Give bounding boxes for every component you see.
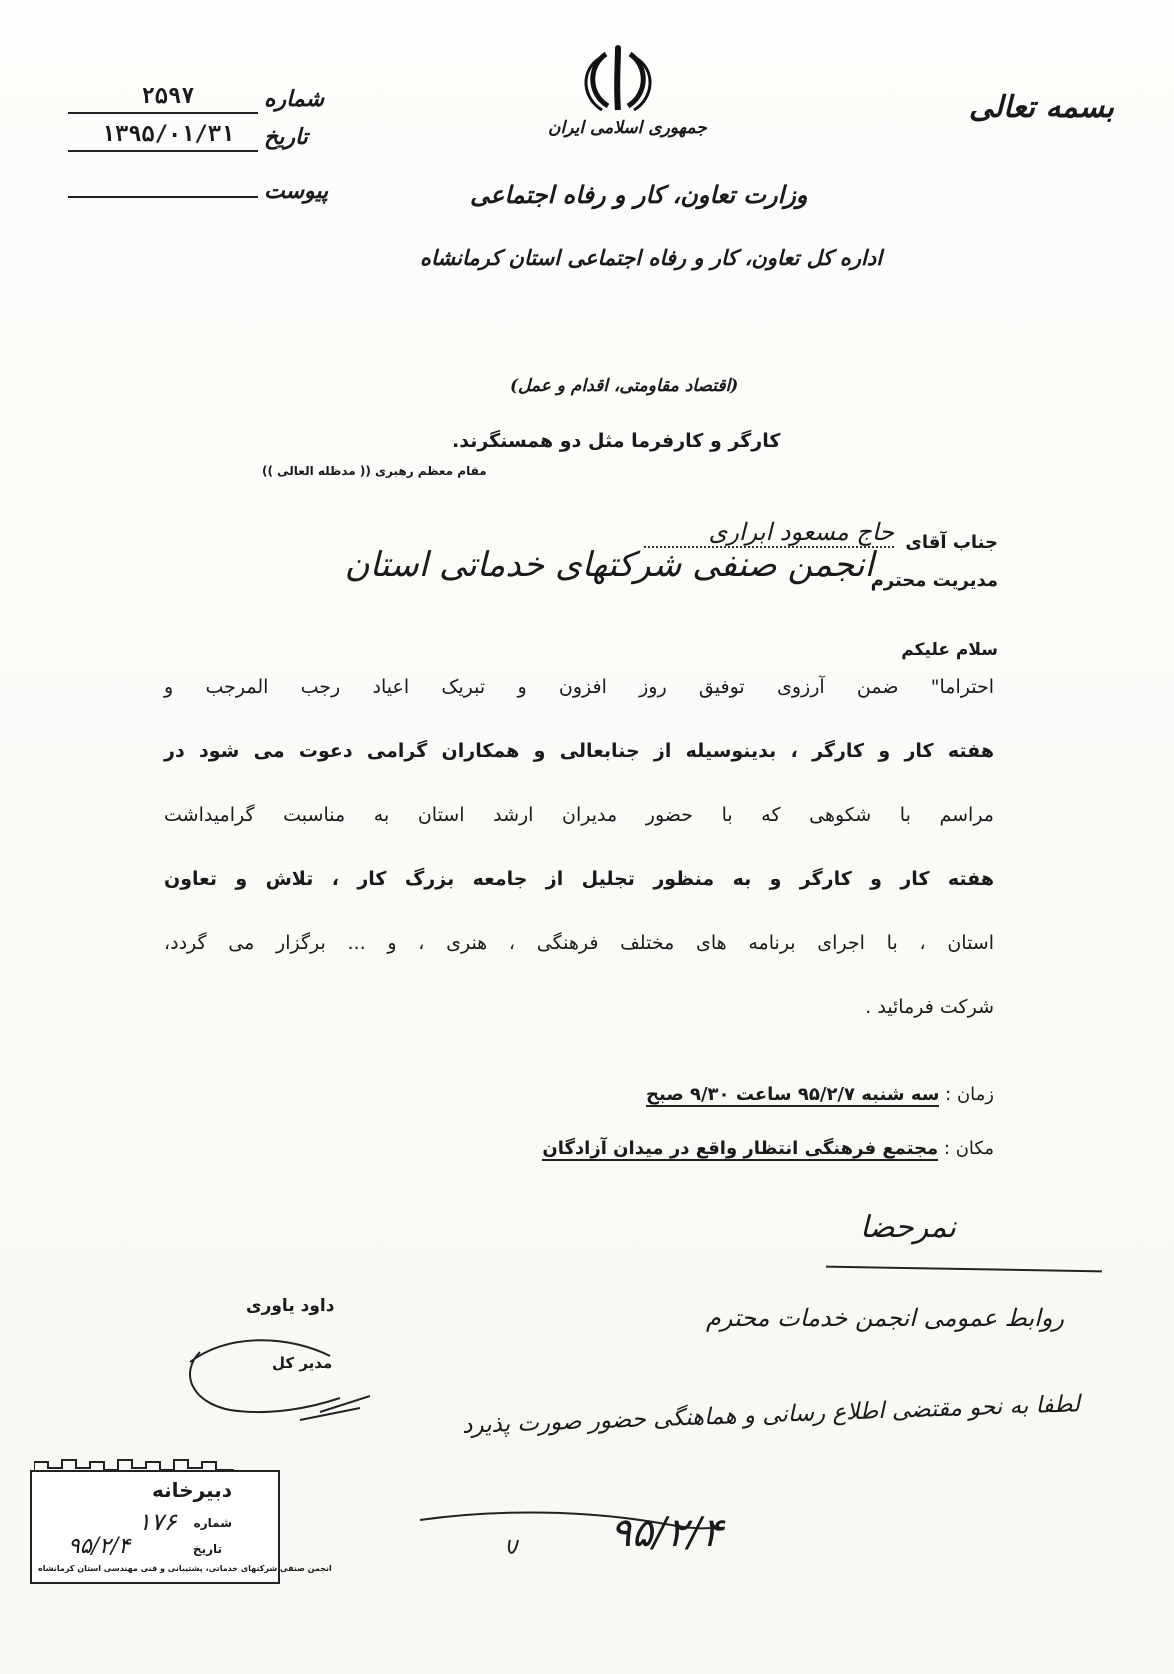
secretariat-stamp [30,1470,332,1584]
body-line: شرکت فرمائید . [865,996,994,1018]
stamp-org: انجمن صنفی شرکتهای خدماتی، پشتیبانی و فنی مهندسی استان کرمانشاه [38,1564,332,1573]
ministry-name: وزارت تعاون، کار و رفاه اجتماعی [470,180,808,209]
stamp-date-value: ۹۵/۲/۴ [68,1534,131,1559]
body-line: استان ، با اجرای برنامه های مختلف فرهنگی ، هنری ، و ... برگزار می گردد، [164,932,994,954]
recipient-title-label: جناب آقای [905,532,998,553]
attachment-label: پیوست [264,178,329,204]
event-time-value: سه شنبه ۹۵/۲/۷ ساعت ۹/۳۰ صبح [646,1084,940,1105]
handwritten-note-3: لطفا به نحو مقتضی اطلاع رسانی و هماهنگی حضور صورت پذیرد [461,1391,1081,1439]
slogan: (اقتصاد مقاومتی، اقدام و عمل) [510,376,739,396]
event-place [542,1138,994,1159]
stamp-number-value: ۱۷۶ [138,1508,177,1536]
signatory-title: مدیر کل [272,1354,333,1372]
stamp-crenellation [34,1458,234,1472]
quote-attribution: مقام معظم رهبری (( مدظله العالی )) [262,464,487,478]
event-place-label: مکان : [938,1138,994,1159]
letter-date-row [68,122,328,162]
iran-emblem-icon [578,44,658,114]
handwritten-note-2: روابط عمومی انجمن خدمات محترم [705,1304,1064,1332]
handwritten-underline [826,1266,1102,1273]
leader-quote: کارگر و کارفرما مثل دو همسنگرند. [452,430,781,452]
body-line: احتراما" ضمن آرزوی توفیق روز افزون و تبریک اعیاد رجب المرجب و [164,676,994,698]
stamp-title: دبیرخانه [152,1478,232,1502]
letter-date-label: تاریخ [264,124,308,150]
handwritten-date: ۹۵/۲/۴ [610,1510,723,1556]
directorate-name: اداره کل تعاون، کار و رفاه اجتماعی استان کرمانشاه [420,245,883,270]
body-line: مراسم با شکوهی که با حضور مدیران ارشد استان به مناسبت گرامیداشت [164,804,994,826]
recipient-organization: انجمن صنفی شرکتهای خدماتی استان [344,545,874,585]
invocation: بسمه تعالی [968,90,1114,125]
letter-date: ۱۳۹۵/۰۱/۳۱ [101,122,235,147]
signatory-name: داود یاوری [246,1296,335,1316]
attachment-row [68,176,328,216]
event-place-value: مجتمع فرهنگی انتظار واقع در میدان آزادگان [542,1138,939,1159]
letter-number: ۲۵۹۷ [141,84,195,109]
signature [170,1312,380,1432]
handwritten-note-1: نمرحضا [860,1210,956,1245]
event-time [646,1084,994,1105]
republic-name: جمهوری اسلامی ایران [548,118,707,138]
letter-number-row [68,84,328,124]
letter-number-label: شماره [264,86,325,112]
recipient-position-label: مدیریت محترم [870,570,998,591]
stamp-number-label: شماره [193,1516,232,1530]
body-line: هفته کار و کارگر ، بدینوسیله از جنابعالی و همکاران گرامی دعوت می شود در [164,740,994,762]
stamp-date-label: تاریخ [192,1542,222,1556]
body-line: هفته کار و کارگر و به منظور تجلیل از جامعه بزرگ کار ، تلاش و تعاون [164,868,994,890]
greeting: سلام علیکم [901,640,998,660]
event-time-label: زمان : [939,1084,994,1105]
recipient-name: حاج مسعود ابراری [644,518,894,548]
